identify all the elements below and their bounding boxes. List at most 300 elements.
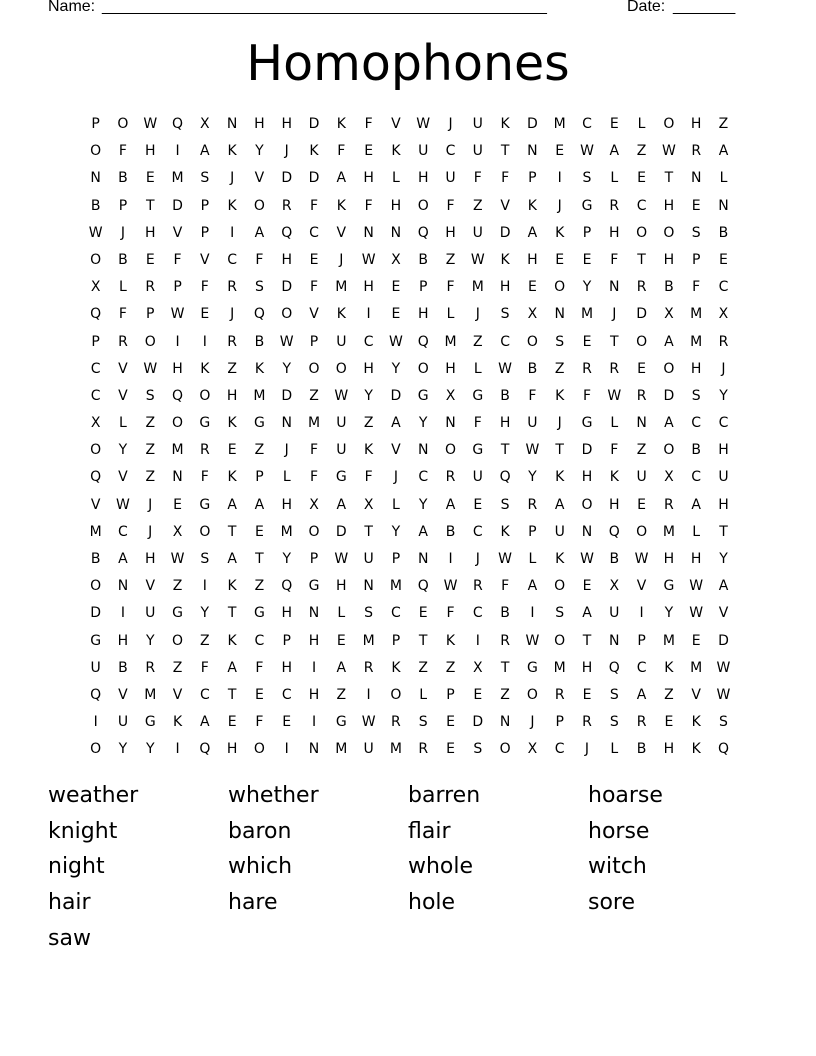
- word-search-grid: [82, 111, 737, 764]
- grid-letter: J: [120, 224, 126, 241]
- word-bank-item: horse: [588, 818, 650, 844]
- grid-letter: A: [336, 659, 347, 676]
- grid-letter: A: [227, 659, 237, 676]
- grid-letter: W: [498, 360, 513, 377]
- grid-letter: Z: [172, 659, 183, 676]
- grid-letter: A: [445, 496, 456, 513]
- grid-letter: Z: [445, 251, 456, 268]
- grid-letter: X: [363, 496, 374, 513]
- grid-letter: R: [691, 143, 702, 160]
- grid-letter: R: [500, 632, 510, 649]
- grid-letter: Y: [418, 496, 428, 513]
- grid-letter: S: [719, 714, 728, 731]
- grid-letter: D: [308, 116, 320, 132]
- grid-letter: E: [637, 496, 647, 513]
- grid-letter: M: [253, 387, 266, 404]
- grid-letter: W: [116, 496, 130, 513]
- grid-letter: F: [473, 415, 482, 432]
- grid-letter: H: [445, 360, 456, 377]
- grid-letter: F: [501, 578, 510, 595]
- grid-letter: W: [607, 387, 622, 404]
- grid-letter: M: [444, 333, 457, 350]
- grid-letter: I: [175, 333, 180, 350]
- grid-letter: Q: [608, 659, 620, 676]
- grid-letter: I: [202, 578, 207, 595]
- word-bank-item: hoarse: [588, 783, 663, 808]
- grid-letter: S: [364, 605, 374, 622]
- grid-letter: C: [445, 143, 456, 160]
- grid-letter: E: [255, 686, 264, 703]
- grid-letter: Q: [90, 469, 102, 486]
- grid-letter: U: [609, 605, 620, 622]
- grid-letter: Z: [336, 686, 347, 703]
- grid-letter: H: [663, 551, 675, 567]
- grid-letter: E: [418, 605, 428, 622]
- grid-letter: I: [175, 143, 180, 160]
- grid-letter: I: [202, 333, 207, 350]
- grid-letter: S: [200, 551, 210, 567]
- grid-letter: D: [90, 605, 102, 622]
- grid-letter: N: [308, 741, 320, 758]
- grid-letter: R: [281, 197, 292, 214]
- word-bank-item: sore: [588, 890, 636, 916]
- grid-letter: H: [663, 197, 675, 214]
- grid-letter: O: [308, 360, 320, 377]
- grid-letter: Q: [199, 741, 211, 758]
- grid-letter: B: [691, 442, 701, 459]
- grid-letter: C: [472, 523, 483, 540]
- grid-letter: Z: [227, 360, 237, 377]
- grid-letter: E: [691, 197, 701, 214]
- grid-letter: Y: [255, 143, 264, 160]
- grid-letter: J: [530, 714, 535, 731]
- grid-letter: E: [473, 686, 483, 703]
- grid-letter: K: [609, 469, 619, 486]
- grid-letter: B: [90, 197, 101, 214]
- grid-letter: Z: [145, 415, 156, 432]
- grid-letter: Z: [254, 442, 265, 459]
- grid-letter: M: [389, 741, 402, 758]
- grid-letter: T: [719, 523, 728, 540]
- grid-letter: O: [663, 360, 675, 377]
- grid-letter: W: [634, 551, 649, 567]
- grid-letter: Q: [90, 306, 102, 323]
- grid-letter: E: [336, 632, 346, 649]
- grid-letter: M: [553, 116, 566, 132]
- grid-letter: X: [527, 741, 538, 758]
- grid-letter: E: [145, 251, 155, 268]
- grid-letter: O: [199, 387, 211, 404]
- grid-letter: L: [610, 741, 619, 758]
- grid-letter: L: [610, 415, 619, 432]
- grid-letter: L: [392, 170, 400, 187]
- grid-letter: A: [664, 415, 674, 432]
- grid-letter: K: [391, 143, 401, 160]
- grid-letter: X: [172, 523, 183, 540]
- grid-letter: B: [118, 170, 128, 187]
- grid-letter: A: [718, 143, 729, 160]
- grid-letter: A: [200, 143, 210, 160]
- grid-letter: O: [663, 116, 675, 132]
- grid-letter: W: [334, 387, 349, 404]
- grid-letter: X: [609, 578, 620, 595]
- grid-letter: B: [636, 741, 647, 758]
- grid-letter: G: [308, 578, 320, 595]
- grid-letter: W: [580, 143, 594, 160]
- grid-letter: K: [664, 659, 674, 676]
- grid-letter: V: [636, 578, 647, 595]
- grid-letter: U: [554, 523, 565, 540]
- grid-letter: U: [636, 469, 647, 486]
- grid-letter: A: [418, 523, 428, 540]
- grid-letter: W: [525, 632, 540, 649]
- grid-letter: P: [200, 197, 210, 214]
- grid-letter: N: [363, 578, 374, 595]
- grid-letter: E: [719, 251, 728, 268]
- grid-letter: K: [391, 659, 401, 676]
- grid-letter: X: [391, 251, 401, 268]
- grid-letter: W: [525, 442, 540, 459]
- grid-letter: U: [117, 714, 129, 731]
- grid-letter: O: [554, 279, 566, 296]
- grid-letter: R: [391, 714, 401, 731]
- grid-letter: M: [580, 306, 594, 323]
- word-bank: [48, 780, 768, 958]
- grid-letter: B: [609, 551, 620, 567]
- grid-letter: P: [255, 469, 264, 486]
- grid-letter: M: [171, 442, 184, 459]
- grid-letter: C: [472, 605, 483, 622]
- grid-letter: X: [445, 387, 456, 404]
- grid-letter: T: [255, 551, 264, 567]
- word-bank-item: hair: [48, 890, 91, 916]
- grid-letter: P: [637, 632, 646, 649]
- grid-letter: B: [118, 251, 128, 268]
- grid-letter: T: [500, 659, 510, 676]
- grid-letter: F: [173, 251, 182, 268]
- grid-letter: O: [253, 741, 265, 758]
- grid-letter: M: [362, 632, 375, 649]
- grid-letter: C: [281, 686, 292, 703]
- grid-letter: M: [280, 523, 293, 540]
- grid-letter: O: [90, 578, 102, 595]
- grid-letter: Y: [200, 605, 210, 622]
- grid-letter: S: [609, 714, 619, 731]
- grid-letter: H: [499, 279, 511, 296]
- grid-letter: H: [690, 360, 702, 377]
- grid-letter: W: [361, 714, 376, 731]
- grid-letter: E: [309, 251, 319, 268]
- grid-letter: F: [364, 116, 373, 132]
- grid-letter: I: [448, 551, 453, 567]
- grid-letter: K: [336, 306, 346, 323]
- grid-letter: R: [554, 686, 565, 703]
- grid-letter: Z: [145, 442, 156, 459]
- grid-letter: I: [530, 605, 535, 622]
- page-title: Homophones: [246, 35, 570, 92]
- grid-letter: O: [663, 224, 675, 241]
- grid-letter: C: [691, 415, 702, 432]
- grid-letter: U: [472, 469, 483, 486]
- grid-letter: U: [336, 333, 347, 350]
- grid-letter: D: [390, 387, 402, 404]
- grid-letter: G: [199, 415, 211, 432]
- grid-letter: O: [663, 442, 675, 459]
- grid-letter: S: [418, 714, 428, 731]
- grid-letter: F: [337, 143, 346, 160]
- grid-letter: Y: [719, 551, 728, 567]
- grid-letter: H: [690, 551, 702, 567]
- grid-letter: Q: [608, 523, 620, 540]
- grid-letter: N: [417, 551, 429, 567]
- grid-letter: K: [691, 741, 701, 758]
- grid-letter: R: [636, 714, 647, 731]
- grid-letter: M: [171, 170, 184, 187]
- grid-letter: O: [554, 632, 566, 649]
- grid-letter: I: [311, 659, 317, 676]
- grid-letter: E: [391, 279, 401, 296]
- grid-letter: F: [364, 469, 373, 486]
- grid-letter: U: [418, 143, 429, 160]
- grid-letter: T: [555, 442, 564, 459]
- grid-letter: W: [143, 360, 158, 377]
- grid-letter: O: [308, 523, 320, 540]
- grid-letter: D: [281, 170, 293, 187]
- grid-letter: M: [553, 659, 566, 676]
- grid-letter: T: [418, 632, 428, 649]
- grid-letter: G: [144, 714, 156, 731]
- grid-letter: Y: [418, 415, 428, 432]
- grid-letter: C: [718, 415, 729, 432]
- grid-letter: N: [445, 415, 456, 432]
- grid-letter: I: [366, 686, 371, 703]
- grid-letter: A: [664, 333, 674, 350]
- grid-letter: W: [689, 605, 704, 622]
- grid-letter: H: [281, 605, 292, 622]
- grid-letter: F: [255, 659, 264, 676]
- grid-letter: Z: [500, 686, 510, 703]
- grid-letter: V: [172, 686, 183, 703]
- grid-letter: L: [119, 279, 127, 296]
- grid-letter: R: [445, 469, 456, 486]
- grid-letter: N: [363, 224, 374, 241]
- grid-letter: V: [118, 686, 128, 703]
- grid-letter: M: [690, 659, 703, 676]
- grid-letter: S: [555, 605, 565, 622]
- grid-letter: U: [336, 442, 347, 459]
- grid-letter: E: [582, 333, 592, 350]
- grid-letter: J: [448, 116, 453, 132]
- word-bank-item: hare: [228, 890, 278, 916]
- grid-letter: C: [636, 659, 647, 676]
- grid-letter: C: [691, 469, 702, 486]
- grid-letter: P: [309, 333, 319, 350]
- grid-letter: N: [581, 523, 593, 540]
- grid-letter: Z: [636, 143, 647, 160]
- date-blank: _______: [673, 0, 736, 15]
- grid-letter: J: [230, 170, 235, 187]
- word-bank-item: whether: [228, 783, 319, 808]
- grid-letter: H: [144, 143, 156, 160]
- grid-letter: R: [664, 496, 674, 513]
- word-bank-item: whole: [408, 854, 474, 880]
- grid-letter: D: [499, 224, 511, 241]
- grid-letter: O: [526, 333, 538, 350]
- grid-letter: E: [582, 578, 592, 595]
- grid-letter: C: [554, 741, 565, 758]
- grid-letter: W: [498, 551, 513, 567]
- grid-letter: T: [582, 632, 592, 649]
- grid-letter: C: [309, 224, 319, 241]
- grid-letter: Z: [254, 578, 265, 595]
- grid-letter: O: [172, 415, 184, 432]
- grid-letter: A: [336, 170, 347, 187]
- grid-letter: T: [637, 251, 646, 268]
- grid-letter: R: [609, 197, 620, 214]
- grid-letter: D: [527, 116, 538, 132]
- grid-letter: G: [581, 197, 593, 214]
- grid-letter: B: [500, 605, 510, 622]
- grid-letter: W: [689, 578, 704, 595]
- grid-letter: R: [582, 360, 592, 377]
- grid-letter: X: [664, 469, 674, 486]
- grid-letter: Q: [417, 333, 429, 350]
- grid-letter: J: [230, 306, 235, 323]
- grid-letter: W: [716, 686, 731, 703]
- grid-letter: O: [90, 442, 102, 459]
- grid-letter: S: [691, 387, 701, 404]
- grid-letter: R: [227, 279, 237, 296]
- grid-letter: I: [284, 741, 289, 758]
- grid-letter: V: [254, 170, 265, 187]
- grid-letter: H: [690, 116, 702, 132]
- grid-letter: F: [309, 442, 319, 459]
- date-label: Date:: [627, 0, 666, 15]
- grid-letter: N: [690, 170, 702, 187]
- grid-letter: P: [555, 714, 564, 731]
- word-bank-item: hole: [408, 890, 456, 916]
- grid-letter: F: [364, 197, 373, 214]
- grid-letter: K: [500, 251, 510, 268]
- grid-letter: N: [554, 306, 565, 323]
- grid-letter: Z: [473, 197, 483, 214]
- word-bank-item: weather: [48, 783, 139, 808]
- grid-letter: M: [662, 523, 675, 540]
- grid-letter: I: [311, 714, 317, 731]
- grid-letter: O: [335, 360, 347, 377]
- grid-letter: N: [417, 442, 429, 459]
- grid-letter: V: [336, 224, 347, 241]
- grid-letter: E: [637, 170, 647, 187]
- grid-letter: U: [336, 415, 347, 432]
- grid-letter: J: [584, 741, 590, 758]
- grid-letter: X: [473, 659, 483, 676]
- grid-letter: L: [392, 496, 400, 513]
- grid-letter: A: [527, 578, 538, 595]
- grid-letter: J: [557, 197, 562, 214]
- grid-letter: Y: [118, 442, 128, 459]
- grid-letter: F: [582, 387, 592, 404]
- grid-letter: I: [175, 741, 180, 758]
- grid-letter: V: [500, 197, 510, 214]
- grid-letter: I: [93, 714, 98, 731]
- grid-letter: L: [637, 116, 646, 132]
- grid-letter: K: [500, 523, 510, 540]
- grid-letter: K: [227, 578, 237, 595]
- grid-letter: T: [227, 605, 237, 622]
- grid-letter: J: [475, 306, 480, 323]
- grid-letter: J: [284, 442, 289, 459]
- grid-letter: M: [690, 306, 703, 323]
- grid-letter: J: [557, 415, 562, 432]
- grid-letter: Z: [636, 442, 647, 459]
- word-bank-item: which: [228, 854, 293, 880]
- grid-letter: N: [281, 415, 292, 432]
- grid-letter: J: [284, 143, 289, 160]
- grid-letter: Y: [282, 551, 291, 567]
- grid-letter: F: [528, 387, 537, 404]
- grid-letter: E: [555, 143, 565, 160]
- grid-letter: J: [612, 306, 617, 323]
- grid-letter: U: [363, 741, 374, 758]
- grid-letter: I: [120, 605, 126, 622]
- grid-letter: M: [389, 578, 402, 595]
- grid-letter: C: [582, 116, 592, 132]
- grid-letter: Z: [363, 415, 374, 432]
- grid-letter: K: [500, 116, 510, 132]
- grid-letter: C: [500, 333, 510, 350]
- grid-letter: M: [335, 279, 348, 296]
- grid-letter: F: [446, 605, 455, 622]
- grid-letter: N: [636, 415, 647, 432]
- grid-letter: X: [90, 279, 101, 296]
- grid-letter: P: [146, 306, 155, 323]
- grid-letter: E: [282, 714, 292, 731]
- grid-letter: H: [336, 578, 347, 595]
- grid-letter: K: [691, 714, 701, 731]
- grid-letter: K: [555, 387, 565, 404]
- grid-letter: U: [472, 224, 483, 241]
- grid-letter: E: [446, 741, 455, 758]
- grid-letter: O: [554, 578, 566, 595]
- grid-letter: E: [664, 714, 674, 731]
- grid-letter: S: [500, 496, 510, 513]
- word-bank-item: night: [48, 854, 105, 880]
- grid-letter: E: [227, 442, 237, 459]
- grid-letter: W: [416, 116, 431, 132]
- grid-letter: H: [445, 224, 456, 241]
- grid-letter: K: [227, 415, 237, 432]
- grid-letter: D: [663, 387, 675, 404]
- grid-letter: H: [581, 659, 593, 676]
- grid-letter: O: [636, 333, 648, 350]
- grid-letter: U: [145, 605, 156, 622]
- grid-letter: A: [391, 415, 401, 432]
- grid-letter: B: [418, 251, 429, 268]
- grid-letter: V: [90, 496, 101, 513]
- grid-letter: F: [255, 714, 264, 731]
- grid-letter: S: [473, 741, 483, 758]
- grid-letter: R: [527, 496, 538, 513]
- grid-letter: E: [555, 251, 565, 268]
- grid-letter: K: [309, 143, 319, 160]
- grid-letter: U: [472, 116, 483, 132]
- grid-letter: K: [227, 197, 237, 214]
- grid-letter: Y: [118, 741, 128, 758]
- grid-letter: H: [308, 686, 320, 703]
- grid-letter: C: [636, 197, 647, 214]
- grid-letter: K: [445, 632, 456, 649]
